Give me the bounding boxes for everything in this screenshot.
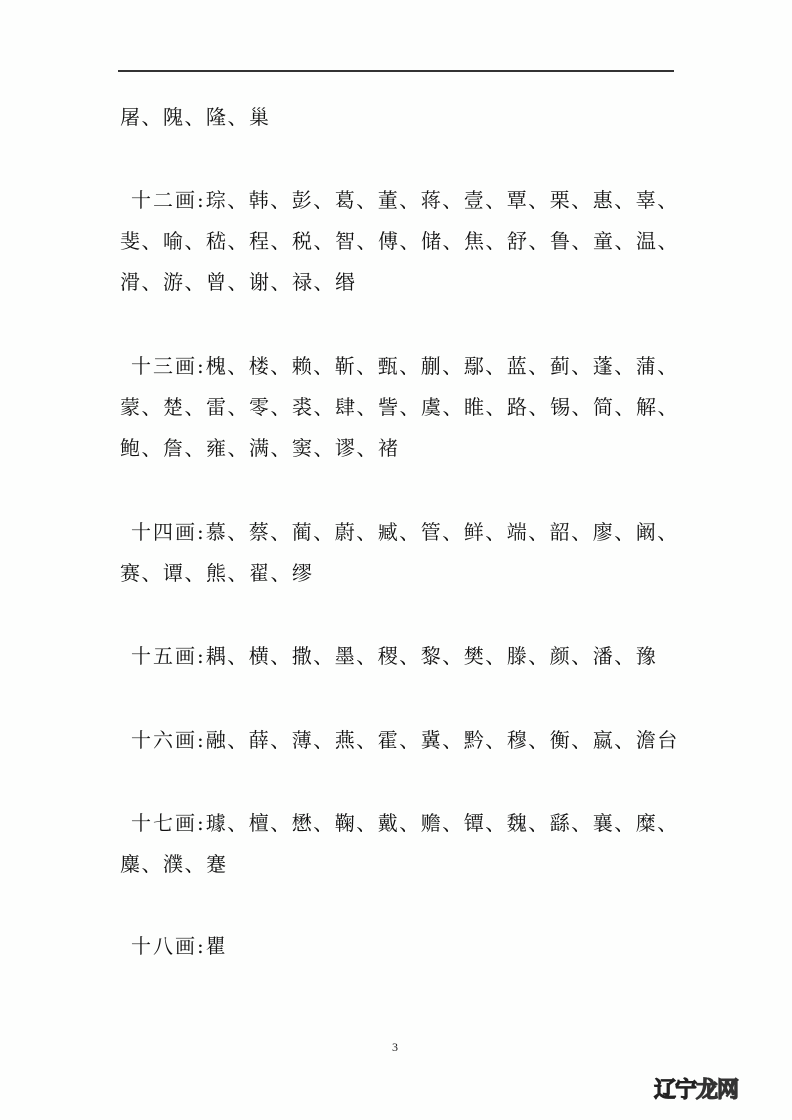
section-line bbox=[131, 187, 679, 213]
stroke-count-label: 十四画: bbox=[131, 520, 206, 544]
section-line bbox=[131, 727, 679, 753]
stroke-count-label: 十八画: bbox=[131, 934, 206, 958]
header-rule bbox=[118, 70, 674, 72]
stroke-count-label: 十二画: bbox=[131, 188, 206, 212]
surname-list: 斐、喻、嵇、程、税、智、傅、储、焦、舒、鲁、童、温、 bbox=[120, 229, 679, 253]
stroke-count-label: 十六画: bbox=[131, 728, 206, 752]
stroke-count-label: 十五画: bbox=[131, 644, 206, 668]
surname-list: 槐、楼、赖、靳、甄、蒯、鄢、蓝、蓟、蓬、蒲、 bbox=[205, 354, 679, 378]
watermark-white-text: 龙网 bbox=[696, 1078, 739, 1103]
surname-list: 赛、谭、熊、翟、缪 bbox=[120, 561, 314, 585]
watermark-logo bbox=[654, 1073, 738, 1104]
watermark-red-text: 辽宁 bbox=[654, 1078, 697, 1103]
surname-list: 滑、游、曾、谢、禄、缗 bbox=[120, 270, 357, 294]
surname-list: 麋、濮、蹇 bbox=[120, 852, 228, 876]
stroke-count-label: 十三画: bbox=[131, 354, 206, 378]
surname-list: 璩、檀、懋、鞠、戴、赡、镡、魏、繇、襄、糜、 bbox=[205, 811, 679, 835]
section-line bbox=[131, 933, 227, 959]
continuation-line: 屠、隗、隆、巢 bbox=[120, 105, 271, 129]
section-line bbox=[131, 643, 657, 669]
section-line bbox=[131, 353, 679, 379]
surname-list: 慕、蔡、蔺、蔚、臧、管、鲜、端、韶、廖、阚、 bbox=[205, 520, 679, 544]
surname-list: 瞿 bbox=[205, 934, 228, 958]
surname-list: 鲍、詹、雍、满、窦、谬、褚 bbox=[120, 436, 400, 460]
surname-list: 融、薛、薄、燕、霍、冀、黔、穆、衡、嬴、澹台 bbox=[205, 728, 679, 752]
surname-list: 耦、横、撒、墨、稷、黎、樊、滕、颜、潘、豫 bbox=[205, 644, 658, 668]
page-number: 3 bbox=[392, 1040, 398, 1054]
section-line bbox=[131, 810, 679, 836]
surname-list: 琮、韩、彭、葛、董、蒋、壹、覃、栗、惠、辜、 bbox=[205, 188, 679, 212]
section-line bbox=[131, 519, 679, 545]
surname-list: 蒙、楚、雷、零、裘、肆、訾、虞、睢、路、锡、简、解、 bbox=[120, 395, 679, 419]
stroke-count-label: 十七画: bbox=[131, 811, 206, 835]
